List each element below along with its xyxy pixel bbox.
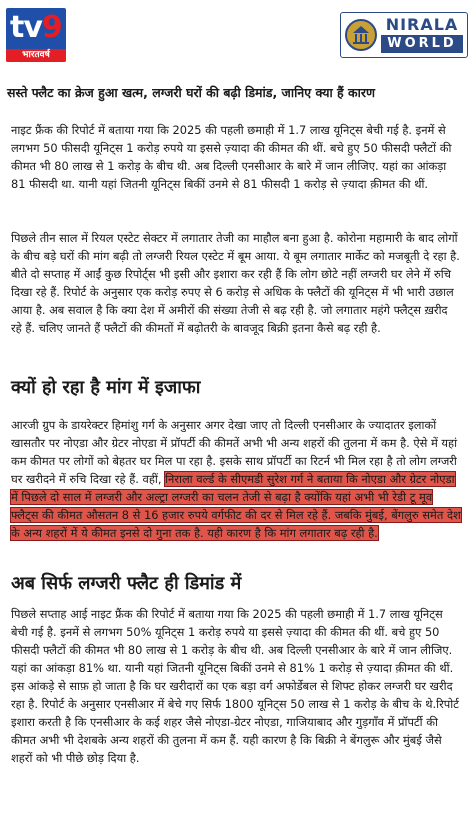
nirala-world-logo: [340, 12, 468, 58]
article-paragraph-3: [11, 416, 461, 542]
section-heading-demand: क्यों हो रहा है मांग में इजाफा: [11, 377, 201, 398]
article-paragraph-1: नाइट फ्रैंक की रिपोर्ट में बताया गया कि 2025 की पहली छमाही में 1.7 लाख यूनिट्स बेची गई है. इनमें से लगभग 50 फीसदी यूनिट्स 1 करोड़ रुपये या इससे ज़्यादा की कीमत की थीं. बचे हुए 50 फीसदी फ्लैटों की कीमत भी 80 लाख से 1 करोड़ के बीच थी. अब दिल्ली एनसीआर के बारे में जान लीजिए. यहां का आंकड़ा 81 फीसदी था. यानी यहां जितनी यूनिट्स बिकीं उनमे से 81 फीसदी 1 करोड़ से ज़्यादा क़ीमत की थीं.: [11, 123, 452, 191]
tv9-logo-mark: tv9: [10, 10, 62, 45]
nirala-logo-line2: WORLD: [381, 35, 463, 53]
section-heading-luxury: अब सिर्फ लग्जरी फ्लैट ही डिमांड में: [11, 573, 242, 594]
article-paragraph-2: पिछले तीन साल में रियल एस्टेट सेक्टर में लगातार तेजी का माहौल बना हुआ है. कोरोना महामारी के बाद लोगों के बीच बड़े घरों की मांग बढ़ी तो लग्जरी रियल एस्टेट में बूम आया. ये बूम लगातार मार्केट को मजबूती दे रहा है. बीते दो सप्ताह में आईं कुछ रिपोर्ट्स भी इसी और इशारा कर रही हैं कि लोग छोटे नहीं लग्जरी घर लेने में रुचि दिखा रहे हैं. रिपोर्ट के अनुसार एक करोड़ रुपए से 6 करोड़ से अधिक के फ्लैटों की यूनिट्स में भी भारी उछाल आया है. अब सवाल है कि क्या देश में अमीरों की संख्या तेजी से बढ़ रही है. जो लगातार महंगे फ्लैट्स ख़रीद रहे हैं. चलिए जानते हैं फ्लैटों की कीमतों में बढ़ोतरी के बावजूद बिक्री इतना कैसे बढ़ रही है.: [11, 231, 460, 335]
highlighted-quote: निराला वर्ल्ड के सीएमडी सुरेश गर्ग ने बताया कि नोएडा और ग्रेटर नोएडा में पिछले दो साल में लग्जरी और अल्ट्रा लग्जरी का चलन तेजी से बढ़ा है क्योंकि यहां अभी भी रेडी टू मूव फ्लैट्स की कीमत औसतन 8 से 16 हजार रुपये वर्गफीट की दर से मिल रहे हैं. जबकि मुंबई, बेंगलुरु समेत देश के अन्य शहरों में ये कीमत इनसे दो गुना तक है. यही कारण है कि मांग लगातार बढ़ रही है.: [11, 472, 461, 540]
tv9-logo-subtitle: भारतवर्ष: [22, 50, 50, 60]
tv9-bharatvarsh-logo: [6, 8, 66, 62]
nirala-logo-line1: NIRALA: [385, 15, 459, 34]
article-title: सस्ते फ्लैट का क्रेज हुआ खत्म, लग्जरी घरों की बढ़ी डिमांड, जानिए क्या हैं कारण: [7, 85, 376, 100]
paragraph-3-text: आरजी ग्रुप के डायरेक्टर हिमांशु गर्ग के अनुसार अगर देखा जाए तो दिल्ली एनसीआर के ज्यादातर इलाकों खासतौर पर नोएडा और ग्रेटर नोएडा में प्रॉपर्टी की कीमतें अभी भी अन्य शहरों की तुलना में कम है. ऐसे में यहां कम कीमत पर लोगों को बेहतर घर मिल पा रहा है. इसके साथ प्रॉपर्टी का रिटर्न भी मिल रहा है तो लोग लग्जरी घर खरीदने में रुचि दिखा रहे हैं. वहीं,: [11, 418, 458, 486]
temple-emblem-icon: [345, 19, 377, 51]
article-paragraph-4: पिछले सप्ताह आई नाइट फ्रैंक की रिपोर्ट में बताया गया कि 2025 की पहली छमाही में 1.7 लाख यूनिट्स बेची गई है. इनमें से लगभग 50% यूनिट्स 1 करोड़ रुपये या इससे ज़्यादा की कीमत की थीं. बचे हुए 50 फीसदी फ्लैटों की कीमत भी 80 लाख से 1 करोड़ के बीच थी. अब दिल्ली एनसीआर के बारे में जान लीजिए. यहां का आंकड़ा 81% था. यानी यहां जितनी यूनिट्स बिकीं उनमे से 81% 1 करोड़ से ज़्यादा क़ीमत की थीं. इस आंकड़े से साफ़ हो जाता है कि घर खरीदारों का एक बड़ा वर्ग अफोर्डेबल से शिफ्ट होकर लग्जरी घर खरीद रहा है. रिपोर्ट के अनुसार एनसीआर में बेचे गए सिर्फ 1800 यूनिट्स 50 लाख से 1 करोड़ के बीच के थे.रिपोर्ट इशारा करती है कि एनसीआर के कई शहर जैसे नोएडा-ग्रेटर नोएडा, गाजियाबाद और गुड़गाँव में प्रॉपर्टी की कीमत अभी भी देशबके अन्य शहरों की तुलना में कम हैं. यही कारण है कि बिक्री ने बेंगलुरू और मुंबई जैसे शहरों को भी पीछे छोड़ दिया है.: [11, 607, 459, 765]
